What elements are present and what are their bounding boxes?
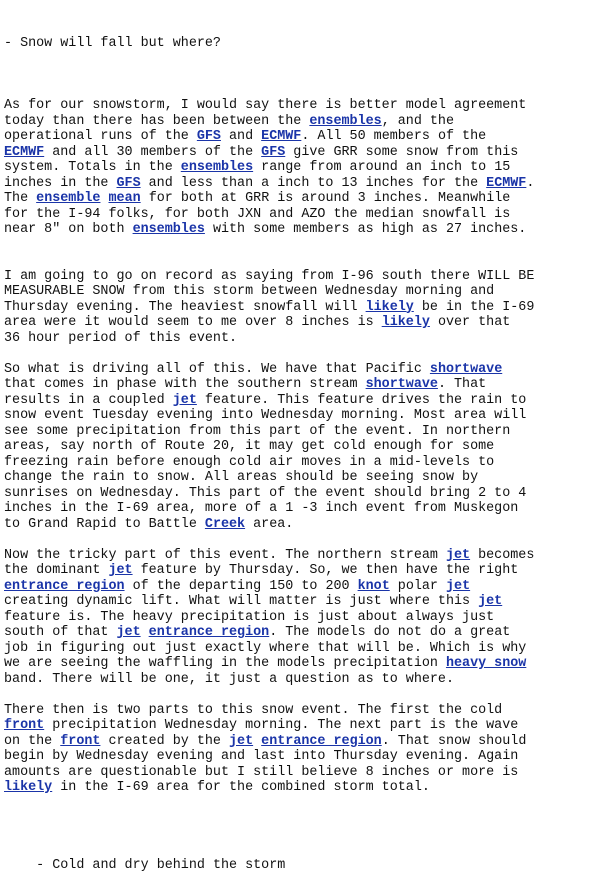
text-line <box>4 362 604 378</box>
text-run: begin by Wednesday evening and last into Thursday evening. Again <box>4 749 519 764</box>
paragraph <box>4 98 604 238</box>
glossary-link[interactable]: ensembles <box>132 222 205 237</box>
text-line <box>4 114 604 130</box>
text-line <box>4 470 604 486</box>
text-run: results in a coupled <box>4 392 173 408</box>
section-heading: - Snow will fall but where? <box>4 36 221 51</box>
text-line <box>4 393 604 409</box>
glossary-link[interactable]: front <box>60 733 101 749</box>
text-run: feature is. The heavy precipitation is just about always just <box>4 609 495 625</box>
paragraph-gap <box>4 687 604 703</box>
text-run: There then is two parts to this snow event. The first the cold <box>4 702 503 718</box>
text-run: precipitation Wednesday morning. The next part is the wave <box>44 718 519 733</box>
text-run: south of that <box>4 625 117 640</box>
text-run: and <box>220 129 262 144</box>
text-run: change the rain to snow. All areas should be seeing snow by <box>4 470 479 485</box>
glossary-link[interactable]: GFS <box>261 144 286 160</box>
paragraph <box>4 362 604 533</box>
paragraph-gap <box>4 253 604 269</box>
paragraph <box>4 269 604 347</box>
glossary-link[interactable]: entrance region <box>261 733 382 749</box>
text-line <box>4 548 604 564</box>
glossary-link[interactable]: shortwave <box>429 361 503 377</box>
text-run: be in the I-69 <box>413 299 535 315</box>
text-run: see some precipitation from this part of the event. In northern <box>4 423 511 439</box>
text-run: inches in the I-69 area, more of a 1 -3 inch event from Muskegon <box>4 501 519 516</box>
text-run: range from around an inch to 15 <box>253 160 511 175</box>
text-line <box>4 300 604 316</box>
glossary-link[interactable]: jet <box>108 563 133 578</box>
text-run: band. There will be one, it just a question as to where. <box>4 671 454 687</box>
paragraphs <box>4 83 604 812</box>
text-run: that comes in phase with the southern stream <box>4 377 366 392</box>
text-line <box>4 749 604 765</box>
text-run: give GRR some snow from this <box>285 144 519 160</box>
text-line <box>4 424 604 440</box>
text-line <box>4 176 604 192</box>
text-run: I am going to go on record as saying from I-96 south there WILL BE <box>4 268 535 284</box>
text-run: . That <box>437 377 487 392</box>
text-line <box>4 641 604 657</box>
text-line <box>4 315 604 331</box>
text-line <box>4 703 604 719</box>
text-line <box>4 160 604 176</box>
text-run <box>253 734 261 749</box>
glossary-link[interactable]: ensembles <box>180 160 254 175</box>
text-line <box>4 718 604 734</box>
text-line <box>4 98 604 114</box>
text-run: in the I-69 area for the combined storm total. <box>52 780 430 795</box>
glossary-link[interactable]: likely <box>4 780 53 795</box>
text-line <box>4 455 604 471</box>
text-run: job in figuring out just exactly where that will be. Which is why <box>4 640 527 656</box>
glossary-link[interactable]: ECMWF <box>486 175 527 191</box>
text-run: area. <box>245 516 294 532</box>
text-run: created by the <box>100 733 230 749</box>
text-run: operational runs of the <box>4 129 197 144</box>
glossary-link[interactable]: likely <box>381 315 430 330</box>
text-line <box>4 501 604 517</box>
text-line <box>4 610 604 626</box>
text-line <box>4 594 604 610</box>
text-run: to Grand Rapid to Battle <box>4 516 205 532</box>
glossary-link[interactable]: jet <box>172 392 197 408</box>
text-run: of the departing 150 to 200 <box>124 578 358 594</box>
text-run: sunrises on Wednesday. This part of the event should bring 2 to 4 <box>4 485 527 501</box>
glossary-link[interactable]: front <box>4 718 45 733</box>
forecast-discussion <box>4 5 604 873</box>
text-run: areas, say north of Route 20, it may get cold enough for some <box>4 439 495 454</box>
text-line <box>4 563 604 579</box>
text-line <box>4 284 604 300</box>
text-run: feature. This feature drives the rain to <box>196 392 527 408</box>
glossary-link[interactable]: Creek <box>204 516 246 532</box>
text-run: area were it would seem to me over 8 inches is <box>4 315 382 330</box>
text-run: 36 hour period of this event. <box>4 330 238 346</box>
text-line <box>4 191 604 207</box>
text-run: system. Totals in the <box>4 160 181 175</box>
text-line <box>4 129 604 145</box>
text-run <box>100 191 108 206</box>
next-section-heading-partial <box>4 842 604 873</box>
text-run: . All 50 members of the <box>301 129 487 144</box>
text-line <box>4 672 604 688</box>
text-line <box>4 377 604 393</box>
glossary-link[interactable]: heavy snow <box>445 656 527 671</box>
glossary-link[interactable]: mean <box>108 191 141 206</box>
glossary-link[interactable]: jet <box>229 733 254 749</box>
text-line <box>4 656 604 672</box>
text-line <box>4 207 604 223</box>
text-run: today than there has been between the <box>4 113 310 129</box>
text-line <box>4 145 604 161</box>
text-run: and less than a inch to 13 inches for the <box>140 175 487 191</box>
next-section-heading-text: - Cold and dry behind the storm <box>36 857 286 873</box>
text-run: . <box>526 175 535 191</box>
text-line <box>4 408 604 424</box>
text-line <box>4 486 604 502</box>
text-run: amounts are questionable but I still believe 8 inches or more is <box>4 764 519 780</box>
text-line <box>4 734 604 750</box>
text-run: feature by Thursday. So, we then have the right <box>132 563 519 578</box>
text-run: for the I-94 folks, for both JXN and AZO the median snowfall is <box>4 206 511 222</box>
text-run: with some members as high as 27 inches. <box>204 222 527 237</box>
text-run: So what is driving all of this. We have that Pacific <box>4 361 430 377</box>
paragraph-gap <box>4 346 604 362</box>
text-line <box>4 222 604 238</box>
paragraph-gap <box>4 532 604 548</box>
text-run: creating dynamic lift. What will matter is just where this <box>4 594 479 609</box>
paragraph-gap <box>4 83 604 99</box>
text-run: inches in the <box>4 175 117 191</box>
text-run: and all 30 members of the <box>44 144 262 160</box>
glossary-link[interactable]: entrance region <box>4 578 125 594</box>
glossary-link[interactable]: jet <box>116 625 141 640</box>
text-run <box>141 625 149 640</box>
text-line <box>4 439 604 455</box>
text-run: snow event Tuesday evening into Wednesday morning. Most area will <box>4 408 527 423</box>
glossary-link[interactable]: jet <box>445 547 471 563</box>
text-run: Thursday evening. The heaviest snowfall will <box>4 299 366 315</box>
text-line <box>4 625 604 641</box>
text-run: The <box>4 191 37 206</box>
paragraph <box>4 548 604 688</box>
glossary-link[interactable]: entrance region <box>148 625 270 640</box>
glossary-link[interactable]: GFS <box>116 175 141 191</box>
text-run: near 8" on both <box>4 222 133 237</box>
text-line <box>4 765 604 781</box>
text-run: the dominant <box>4 563 109 578</box>
glossary-link[interactable]: jet <box>478 594 503 609</box>
text-line <box>4 780 604 796</box>
text-run: for both at GRR is around 3 inches. Meanwhile <box>140 191 511 206</box>
glossary-link[interactable]: ECMWF <box>4 144 45 160</box>
text-line <box>4 269 604 285</box>
text-run: becomes <box>470 547 535 563</box>
paragraph-gap <box>4 238 604 254</box>
text-run: we are seeing the waffling in the models precipitation <box>4 656 446 671</box>
glossary-link[interactable]: knot <box>357 578 390 594</box>
paragraph <box>4 703 604 796</box>
text-line <box>4 517 604 533</box>
text-run: As for our snowstorm, I would say there is better model agreement <box>4 98 527 113</box>
text-run: on the <box>4 733 61 749</box>
glossary-link[interactable]: jet <box>446 578 471 594</box>
text-run: MEASURABLE SNOW from this storm between Wednesday morning and <box>4 284 495 299</box>
glossary-link[interactable]: ensemble <box>36 191 101 206</box>
text-run: polar <box>389 578 446 594</box>
text-run: . The models do not do a great <box>269 625 511 640</box>
text-run: , and the <box>381 113 455 129</box>
glossary-link[interactable]: ensembles <box>309 113 382 129</box>
glossary-link[interactable]: GFS <box>196 129 221 144</box>
paragraph-gap <box>4 796 604 812</box>
glossary-link[interactable]: likely <box>365 299 414 315</box>
text-line <box>4 331 604 347</box>
text-run: . That snow should <box>381 733 527 749</box>
glossary-link[interactable]: shortwave <box>365 377 438 392</box>
text-run: freezing rain before enough cold air moves in a mid-levels to <box>4 454 495 470</box>
text-run: over that <box>429 315 511 330</box>
glossary-link[interactable]: ECMWF <box>261 129 302 144</box>
text-line <box>4 579 604 595</box>
text-run: Now the tricky part of this event. The northern stream <box>4 547 446 563</box>
